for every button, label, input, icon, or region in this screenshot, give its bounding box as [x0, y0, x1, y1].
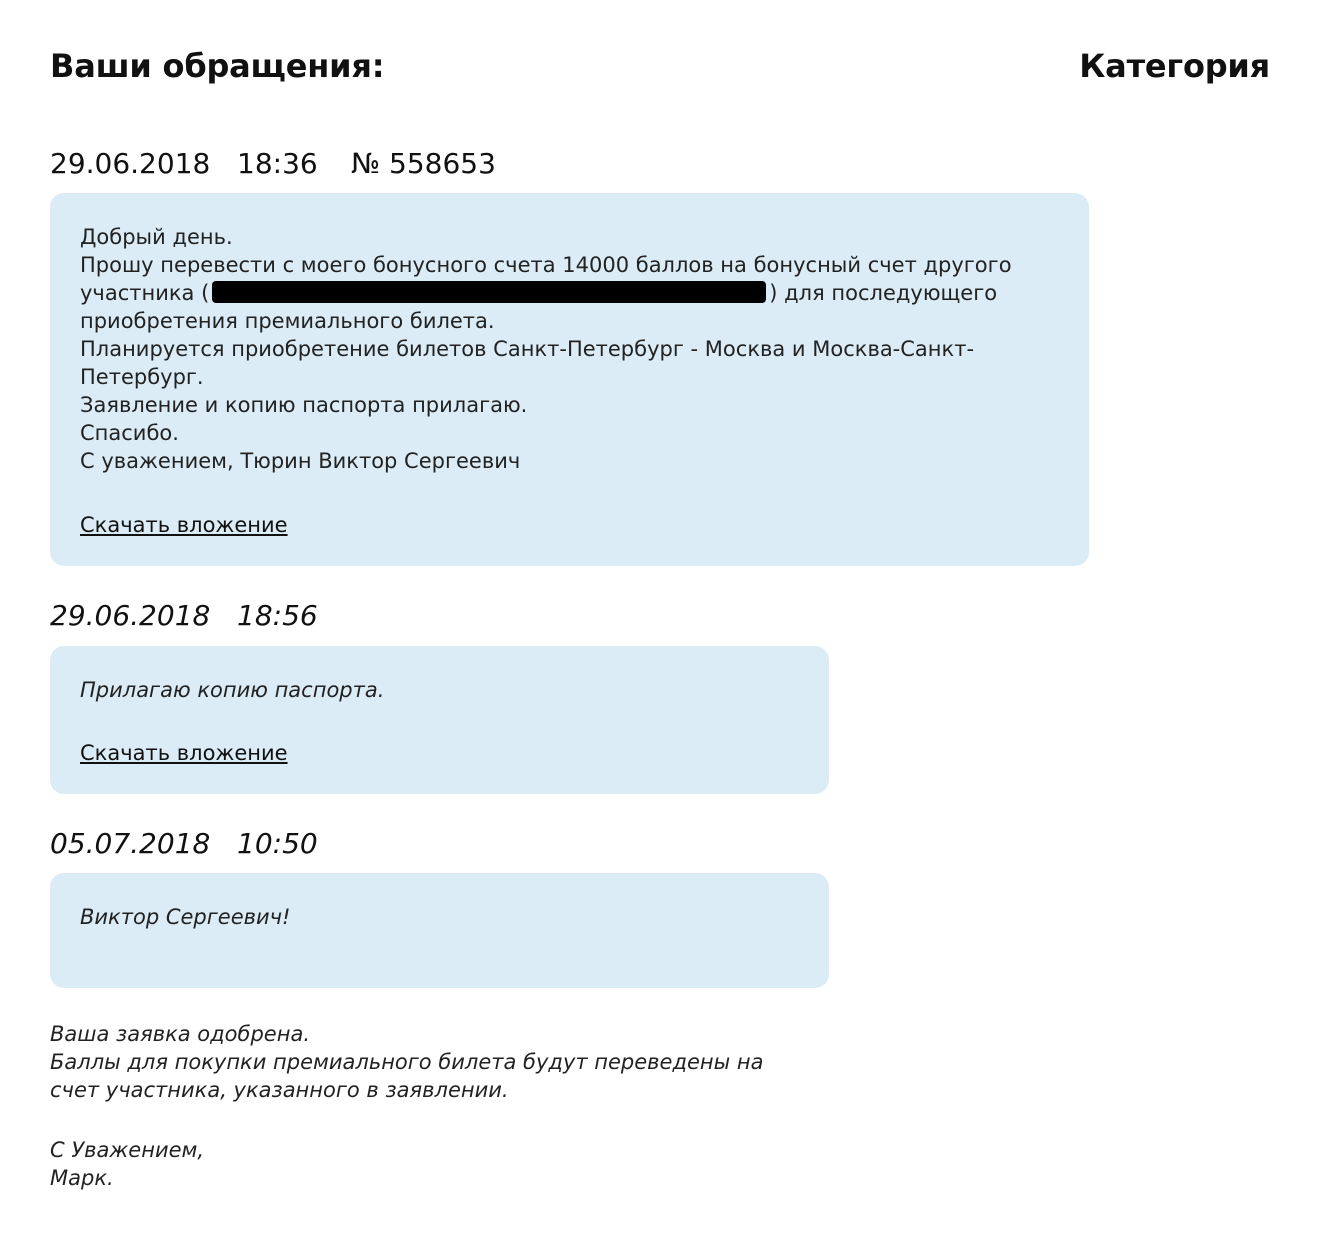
message-line: Заявление и копию паспорта прилагаю. [80, 393, 528, 417]
tickets-page [50, 0, 1270, 1256]
message-line: Прошу перевести с моего бонусного счета 14000 баллов на бонусный счет другого [80, 253, 1012, 277]
reply-text [50, 1020, 764, 1192]
reply-line: Баллы для покупки премиального билета будут переведены на [50, 1050, 764, 1074]
message-time: 18:56 [237, 599, 318, 632]
message-time: 18:36 [237, 147, 318, 180]
message-line: Планируется приобретение билетов Санкт-Петербург - Москва и Москва-Санкт- [80, 337, 975, 361]
download-attachment-link[interactable]: Скачать вложение [80, 513, 288, 537]
message-line: С уважением, Тюрин Виктор Сергеевич [80, 449, 521, 473]
page-title: Ваши обращения: [50, 47, 385, 85]
message-meta [50, 596, 351, 636]
message-text: Виктор Сергеевич! [80, 905, 291, 929]
message-line: приобретения премиального билета. [80, 309, 495, 333]
message-meta [50, 144, 496, 184]
category-column-header[interactable]: Категория [1079, 47, 1270, 85]
message-date: 29.06.2018 [50, 147, 211, 180]
message-bubble [50, 193, 1089, 566]
reply-spacer [50, 1104, 764, 1136]
ticket-number: № 558653 [351, 147, 496, 180]
message-date: 05.07.2018 [50, 827, 211, 860]
message-line: Петербург. [80, 365, 204, 389]
page-header [50, 44, 1270, 88]
message-line [80, 279, 1059, 307]
reply-line: Марк. [50, 1166, 114, 1190]
reply-line: счет участника, указанного в заявлении. [50, 1078, 509, 1102]
reply-line: С Уважением, [50, 1138, 205, 1162]
redacted-block [212, 281, 766, 303]
message-meta [50, 824, 351, 864]
reply-line: Ваша заявка одобрена. [50, 1022, 310, 1046]
message-line-part: участника ( [80, 281, 210, 305]
download-attachment-link[interactable]: Скачать вложение [80, 741, 288, 765]
message-line-part: ) для последующего [769, 281, 998, 305]
message-time: 10:50 [237, 827, 318, 860]
message-line: Спасибо. [80, 421, 179, 445]
message-bubble [50, 873, 829, 988]
message-bubble [50, 646, 829, 794]
message-line: Добрый день. [80, 225, 233, 249]
message-date: 29.06.2018 [50, 599, 211, 632]
message-text: Прилагаю копию паспорта. [80, 678, 385, 702]
